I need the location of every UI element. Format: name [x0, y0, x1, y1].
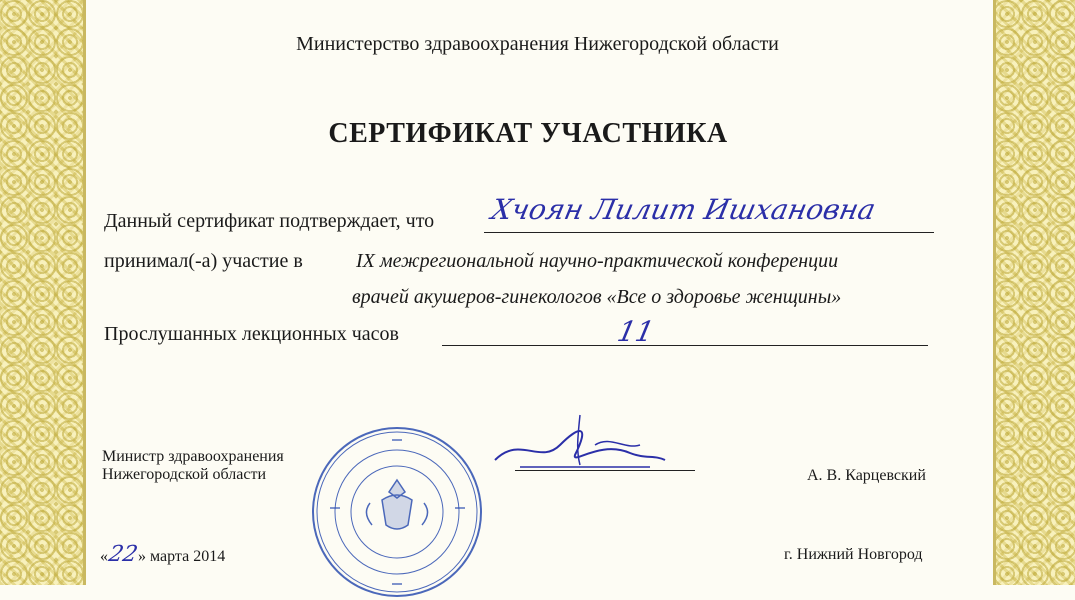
issue-date [100, 542, 226, 567]
date-rest: » марта 2014 [138, 548, 226, 565]
participant-name: Хчоян Лилит Ишхановна [488, 193, 879, 226]
city: г. Нижний Новгород [784, 546, 923, 563]
hours-label: Прослушанных лекционных часов [104, 323, 399, 345]
date-open-quote: « [100, 548, 108, 565]
hours-underline [442, 345, 928, 346]
ministry-header: Министерство здравоохранения Нижегородской области [296, 33, 779, 55]
signatory-title [102, 448, 284, 484]
signature [480, 405, 670, 485]
name-underline [484, 232, 934, 233]
conference-line-2: врачей акушеров-гинекологов «Все о здоровье женщины» [352, 286, 842, 308]
hours-value: 11 [614, 315, 658, 348]
ornamental-border-right [993, 0, 1075, 585]
official-seal-stamp [310, 425, 485, 600]
signature-underline [515, 470, 695, 471]
conference-line-1: IX межрегиональной научно-практической конференции [356, 250, 839, 272]
ornamental-border-left [0, 0, 86, 585]
certifies-label: Данный сертификат подтверждает, что [104, 210, 435, 232]
date-day: 22 [106, 542, 140, 567]
signatory-title-line-1: Министр здравоохранения [102, 448, 284, 465]
participated-label: принимал(-а) участие в [104, 250, 303, 272]
signatory-name: А. В. Карцевский [807, 467, 926, 484]
signatory-title-line-2: Нижегородской области [102, 466, 267, 483]
certificate-title: СЕРТИФИКАТ УЧАСТНИКА [328, 118, 728, 149]
